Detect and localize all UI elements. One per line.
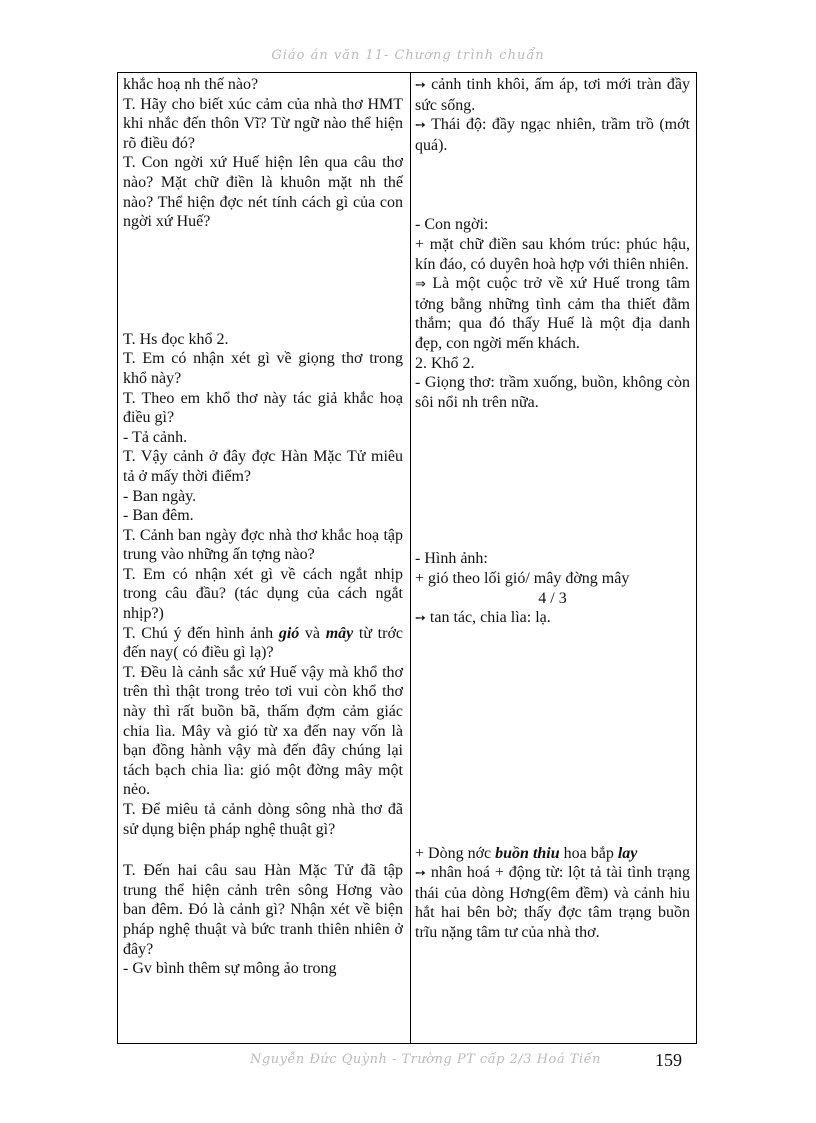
right-arrow-icon: ➙ bbox=[415, 78, 426, 93]
word-lay: lay bbox=[617, 844, 638, 862]
left-text-4: T. Hs đọc khổ 2. bbox=[123, 330, 229, 348]
right-text-12c: hoa bắp bbox=[559, 844, 618, 862]
right-arrow-icon: ➙ bbox=[415, 611, 426, 627]
column-divider bbox=[410, 73, 411, 1043]
left-text-3: T. Con ngời xứ Huế hiện lên qua câu thơ nào? Mặt chữ điền là khuôn mặt nh thế nào? Thể hiện đợc nét tính cách gì của con ngời xứ Huế? bbox=[123, 154, 403, 231]
right-arrow-icon: ➙ bbox=[415, 866, 426, 882]
right-text-7: - Giọng thơ: trầm xuống, buồn, không còn sôi nổi nh trên nữa. bbox=[415, 374, 690, 411]
right-text-1-body: cảnh tinh khôi, ấm áp, tơi mới tràn đầy sức sống. bbox=[415, 76, 690, 114]
right-text-1 bbox=[415, 75, 690, 115]
spacer bbox=[123, 839, 403, 861]
right-text-2-body: Thái độ: đầy ngạc nhiên, trầm trồ (mớt quá). bbox=[415, 116, 691, 154]
spacer bbox=[415, 629, 690, 844]
right-text-11-body: tan tác, chia lìa: lạ. bbox=[429, 609, 551, 627]
left-text-9: - Ban ngày. bbox=[123, 487, 197, 505]
right-text-6: 2. Khổ 2. bbox=[415, 354, 475, 372]
spacer bbox=[123, 232, 403, 330]
right-text-8: - Hình ảnh: bbox=[415, 550, 488, 568]
teacher-column bbox=[123, 75, 403, 1043]
right-text-12 bbox=[415, 844, 690, 864]
word-may: mây bbox=[325, 624, 354, 642]
double-arrow-icon: ⇒ bbox=[415, 277, 426, 293]
right-text-5 bbox=[415, 274, 690, 353]
spacer bbox=[415, 155, 690, 215]
right-text-9: + gió theo lối gió/ mây đờng mây bbox=[415, 569, 630, 587]
left-text-13c: và bbox=[299, 624, 326, 642]
right-arrow-icon: ➙ bbox=[415, 118, 426, 134]
left-text-10: - Ban đêm. bbox=[123, 507, 194, 525]
word-buon-thiu: buồn thiu bbox=[495, 844, 560, 862]
left-text-5: T. Em có nhận xét gì về giọng thơ trong khổ này? bbox=[123, 350, 403, 387]
lesson-table bbox=[117, 72, 697, 1044]
page-header: Giáo án văn 11- Chương trình chuẩn bbox=[271, 48, 545, 63]
left-text-15: T. Để miêu tả cảnh dòng sông nhà thơ đã sử dụng biện pháp nghệ thuật gì? bbox=[123, 801, 403, 838]
right-text-5-body: Là một cuộc trở về xứ Huế trong tâm tởng bằng những tình cảm tha thiết đằm thắm; qua đó thấy Huế là một địa danh đẹp, con ngời mến khách. bbox=[415, 275, 691, 352]
right-text-12a: + Dòng nớc bbox=[415, 844, 496, 862]
left-text-7: - Tả cảnh. bbox=[123, 428, 188, 446]
left-text-6: T. Theo em khổ thơ này tác giả khắc hoạ điều gì? bbox=[123, 389, 403, 427]
spacer bbox=[415, 412, 690, 549]
footer-author: Nguyễn Đức Quỳnh - Trường PT cấp 2/3 Hoá Tiến bbox=[250, 1052, 601, 1067]
left-text-12: T. Em có nhận xét gì về cách ngắt nhịp trong câu đầu? (tác dụng của cách ngắt nhịp?) bbox=[123, 565, 403, 623]
word-gio: gió bbox=[278, 624, 300, 642]
left-text-11: T. Cảnh ban ngày đợc nhà thơ khắc hoạ tập trung vào những ấn tợng nào? bbox=[123, 526, 403, 564]
left-text-14: T. Đều là cảnh sắc xứ Huế vậy mà khổ thơ trên thì thật trong trẻo tơi vui còn khổ thơ này thì rất buồn bã, thấm đợm cảm giác chia lìa. Mây và gió từ xa đến nay vốn là bạn đồng hành vậy mà đến đây chúng lại tách bạch chia lìa: gió một đờng mây một nẻo. bbox=[123, 663, 403, 799]
left-text-2: T. Hãy cho biết xúc cảm của nhà thơ HMT khi nhắc đến thôn Vĩ? Từ ngữ nào thể hiện rõ điều đó? bbox=[123, 95, 403, 152]
left-text-1: khắc hoạ nh thế nào? bbox=[123, 76, 259, 93]
right-text-13-body: nhân hoá + động từ: lột tả tài tình trạng thái của dòng Hơng(êm đềm) và cảnh hiu hắt hai bên bờ; thấy đợc tâm trạng buồn trĩu nặng tâm tư của nhà thơ. bbox=[415, 864, 691, 942]
student-column bbox=[415, 75, 690, 1043]
right-text-11 bbox=[415, 608, 690, 629]
page-number: 159 bbox=[655, 1050, 682, 1070]
right-text-3: - Con ngời: bbox=[415, 216, 489, 234]
rhythm-ratio: 4 / 3 bbox=[538, 589, 567, 607]
right-text-2 bbox=[415, 115, 690, 155]
left-text-13a: T. Chú ý đến hình ảnh bbox=[123, 624, 279, 642]
right-text-13 bbox=[415, 863, 690, 942]
left-text-13e: từ trớc đến nay( có điều gì lạ)? bbox=[123, 624, 404, 662]
left-text-17: - Gv bình thêm sự mông ảo trong bbox=[123, 960, 337, 978]
left-text-13 bbox=[123, 624, 403, 663]
right-text-4: + mặt chữ điền sau khóm trúc: phúc hậu, kín đáo, có duyên hoà hợp với thiên nhiên. bbox=[415, 235, 690, 273]
left-text-16: T. Đến hai câu sau Hàn Mặc Tử đã tập trung thể hiện cảnh trên sông Hơng vào ban đêm. Đó là cảnh gì? Nhận xét về biện pháp nghệ thuật và bức tranh thiên nhiên ở đây? bbox=[123, 862, 403, 958]
left-text-8: T. Vậy cảnh ở đây đợc Hàn Mặc Tử miêu tả ở mấy thời điểm? bbox=[123, 448, 403, 485]
